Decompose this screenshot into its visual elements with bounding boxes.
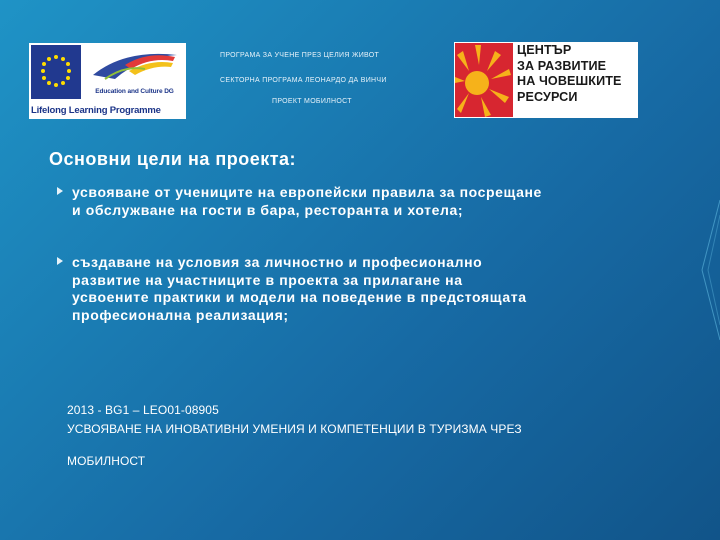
program-line-3: ПРОЕКТ МОБИЛНОСТ (272, 98, 352, 105)
lifelong-learning-logo (29, 43, 186, 119)
bullet-text: усвояване от учениците на европейски правила за посрещане и обслужване на гости в бара, ресторанта и хотела; (72, 184, 542, 218)
hrdc-line-4: РЕСУРСИ (517, 89, 578, 104)
project-title-line-1: УСВОЯВАНЕ НА ИНОВАТИВНИ УМЕНИЯ И КОМПЕТЕНЦИИ В ТУРИЗМА ЧРЕЗ (67, 422, 522, 436)
decorative-lines (680, 0, 720, 540)
hrdc-line-2: ЗА РАЗВИТИЕ (517, 58, 607, 73)
project-title-line-2: МОБИЛНОСТ (67, 454, 146, 468)
eu-flag-icon (31, 45, 81, 99)
bullet-arrow-icon (57, 187, 63, 195)
hrdc-text (517, 43, 638, 105)
hrdc-logo (454, 42, 638, 118)
education-culture-text: Education and Culture DG (95, 88, 174, 95)
project-code: 2013 - BG1 – LEO01-08905 (67, 403, 219, 417)
eu-stars-icon (31, 45, 81, 99)
program-line-1: ПРОГРАМА ЗА УЧЕНЕ ПРЕЗ ЦЕЛИЯ ЖИВОТ (220, 52, 380, 59)
lifelong-learning-text: Lifelong Learning Programme (31, 105, 161, 116)
swoosh-icon (85, 45, 184, 87)
hrdc-line-1: ЦЕНТЪР (517, 43, 572, 57)
bullet-text: създаване на условия за личностно и професионално развитие на участниците в проекта за прилагане на усвоените практики и модели на поведение в предстоящата професионална реализация; (72, 254, 527, 323)
bullet-arrow-icon (57, 257, 63, 265)
sun-icon (455, 43, 513, 117)
program-line-2: СЕКТОРНА ПРОГРАМА ЛЕОНАРДО ДА ВИНЧИ (220, 77, 387, 84)
hrdc-line-3: НА ЧОВЕШКИТЕ (517, 74, 622, 88)
education-culture-block (85, 45, 184, 99)
page-title: Основни цели на проекта: (49, 149, 297, 169)
